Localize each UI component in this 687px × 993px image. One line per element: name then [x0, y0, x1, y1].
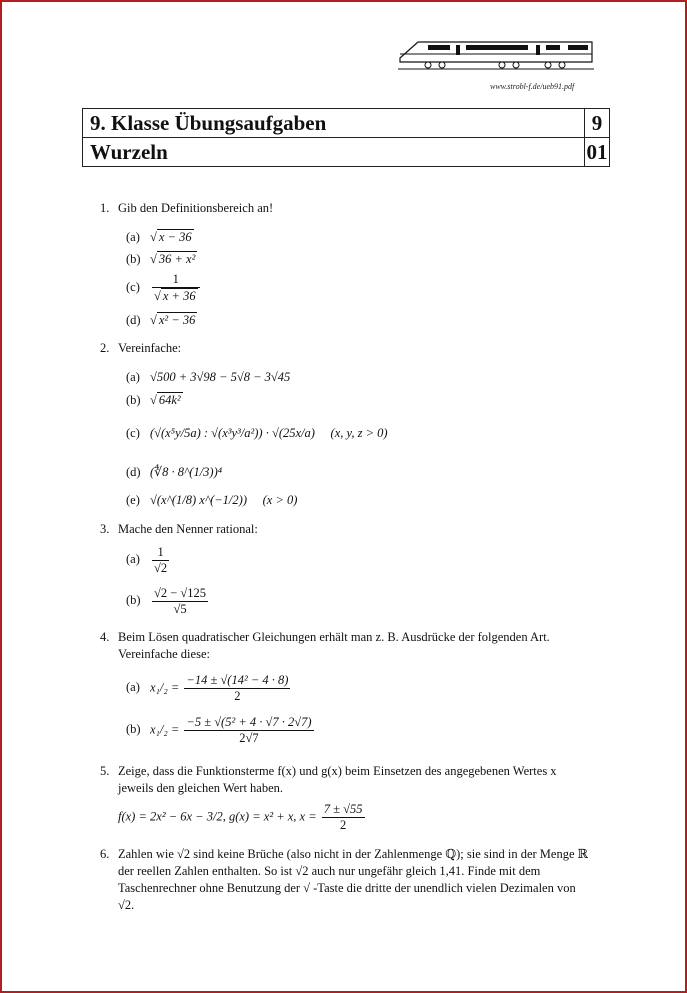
exercise-2: 2. Vereinfache: — [100, 341, 182, 355]
exercise-6: 6. Zahlen wie √2 sind keine Brüche (also nicht in der Zahlenmenge ℚ); sie sind in der Menge ℝ der reellen Zahlen enthalten. So ist √2 auch nur ungefähr gleich 1,41. Finde mit dem Taschenrechner ohne Benutzung der √ -Taste die dritte der unendlich vielen Dezimalen von √2. — [100, 846, 600, 918]
ex1-d: (d) √ x² − 36 — [126, 313, 196, 327]
ex3-a: (a) $\frac{1}{√2}$ — [126, 545, 168, 575]
ex1-b: (b) √ 36 + x² — [126, 252, 196, 266]
ex2-a: (a) √500 + 3√98 − 5√8 − 3√45 — [126, 370, 291, 384]
exercise-3: 3. Mache den Nenner rational: — [100, 522, 258, 536]
exercise-3-text: Mache den Nenner rational: — [118, 522, 258, 536]
ex2-d: (d) (∜8 · 8^(1/3))⁴ — [126, 465, 223, 479]
ex1-c: (c) $\frac{1}{√ x + 36}$ — [126, 272, 202, 304]
ex5-formula: f(x) = 2x² − 6x − 3/2, g(x) = x² + x, x = $\frac{7 \pm √55}{2}$ — [118, 802, 363, 832]
exercise-6-text: Zahlen wie √2 sind keine Brüche (also nicht in der Zahlenmenge ℚ); sie sind in der Menge ℝ der reellen Zahlen enthalten. So ist √2 auch nur ungefähr gleich 1,41. Finde mit dem Taschenrechner ohne Benutzung der √ -Taste die dritte der unendlich vielen Dezimalen von √2. — [118, 847, 589, 912]
ex4-a: (a) x₁/₂ = $\frac{\text{−14 ± √(14² − 4 · 8)}}{2}$ — [126, 673, 289, 703]
ex2-c: (c) (√(x⁵y/5a) : √(x³y³/a²)) · √(25x/a) (x, y, z > 0) — [126, 426, 388, 440]
train-logo — [398, 32, 594, 76]
sheet-number: 01 — [585, 138, 610, 167]
exercise-5-text: Zeige, dass die Funktionsterme f(x) und g(x) beim Einsetzen des angegebenen Wertes x jeweils den gleichen Wert haben. — [118, 764, 557, 795]
exercise-4: 4. Beim Lösen quadratischer Gleichungen erhält man z. B. Ausdrücke der folgenden Art. Vereinfache diese: — [100, 629, 600, 665]
ex4-b: (b) x₁/₂ = $\frac{\text{−5 ± √(5² + 4 · √7 · 2√7)}}{2√7}$ — [126, 715, 312, 745]
page-title: 9. Klasse Übungsaufgaben — [83, 109, 585, 138]
ex2-e: (e) √(x^(1/8) x^(−1/2)) (x > 0) — [126, 493, 298, 507]
exercise-4-text: Beim Lösen quadratischer Gleichungen erhält man z. B. Ausdrücke der folgenden Art. Vereinfache diese: — [118, 630, 550, 661]
ex2-b: (b) √ 64k² — [126, 393, 181, 407]
exercise-1-text: Gib den Definitionsbereich an! — [118, 201, 274, 215]
exercise-1: 1. Gib den Definitionsbereich an! — [100, 201, 274, 215]
header-table — [82, 108, 610, 167]
grade-number: 9 — [585, 109, 610, 138]
exercise-5: 5. Zeige, dass die Funktionsterme f(x) und g(x) beim Einsetzen des angegebenen Wertes x jeweils den gleichen Wert haben. — [100, 763, 600, 799]
ex3-b: (b) $\frac{√2 - √125}{√5}$ — [126, 586, 207, 616]
topic-title: Wurzeln — [83, 138, 585, 167]
source-url: www.strobl-f.de/ueb91.pdf — [490, 82, 575, 91]
ex1-a: (a) √ x − 36 — [126, 230, 192, 244]
exercise-2-text: Vereinfache: — [118, 341, 182, 355]
